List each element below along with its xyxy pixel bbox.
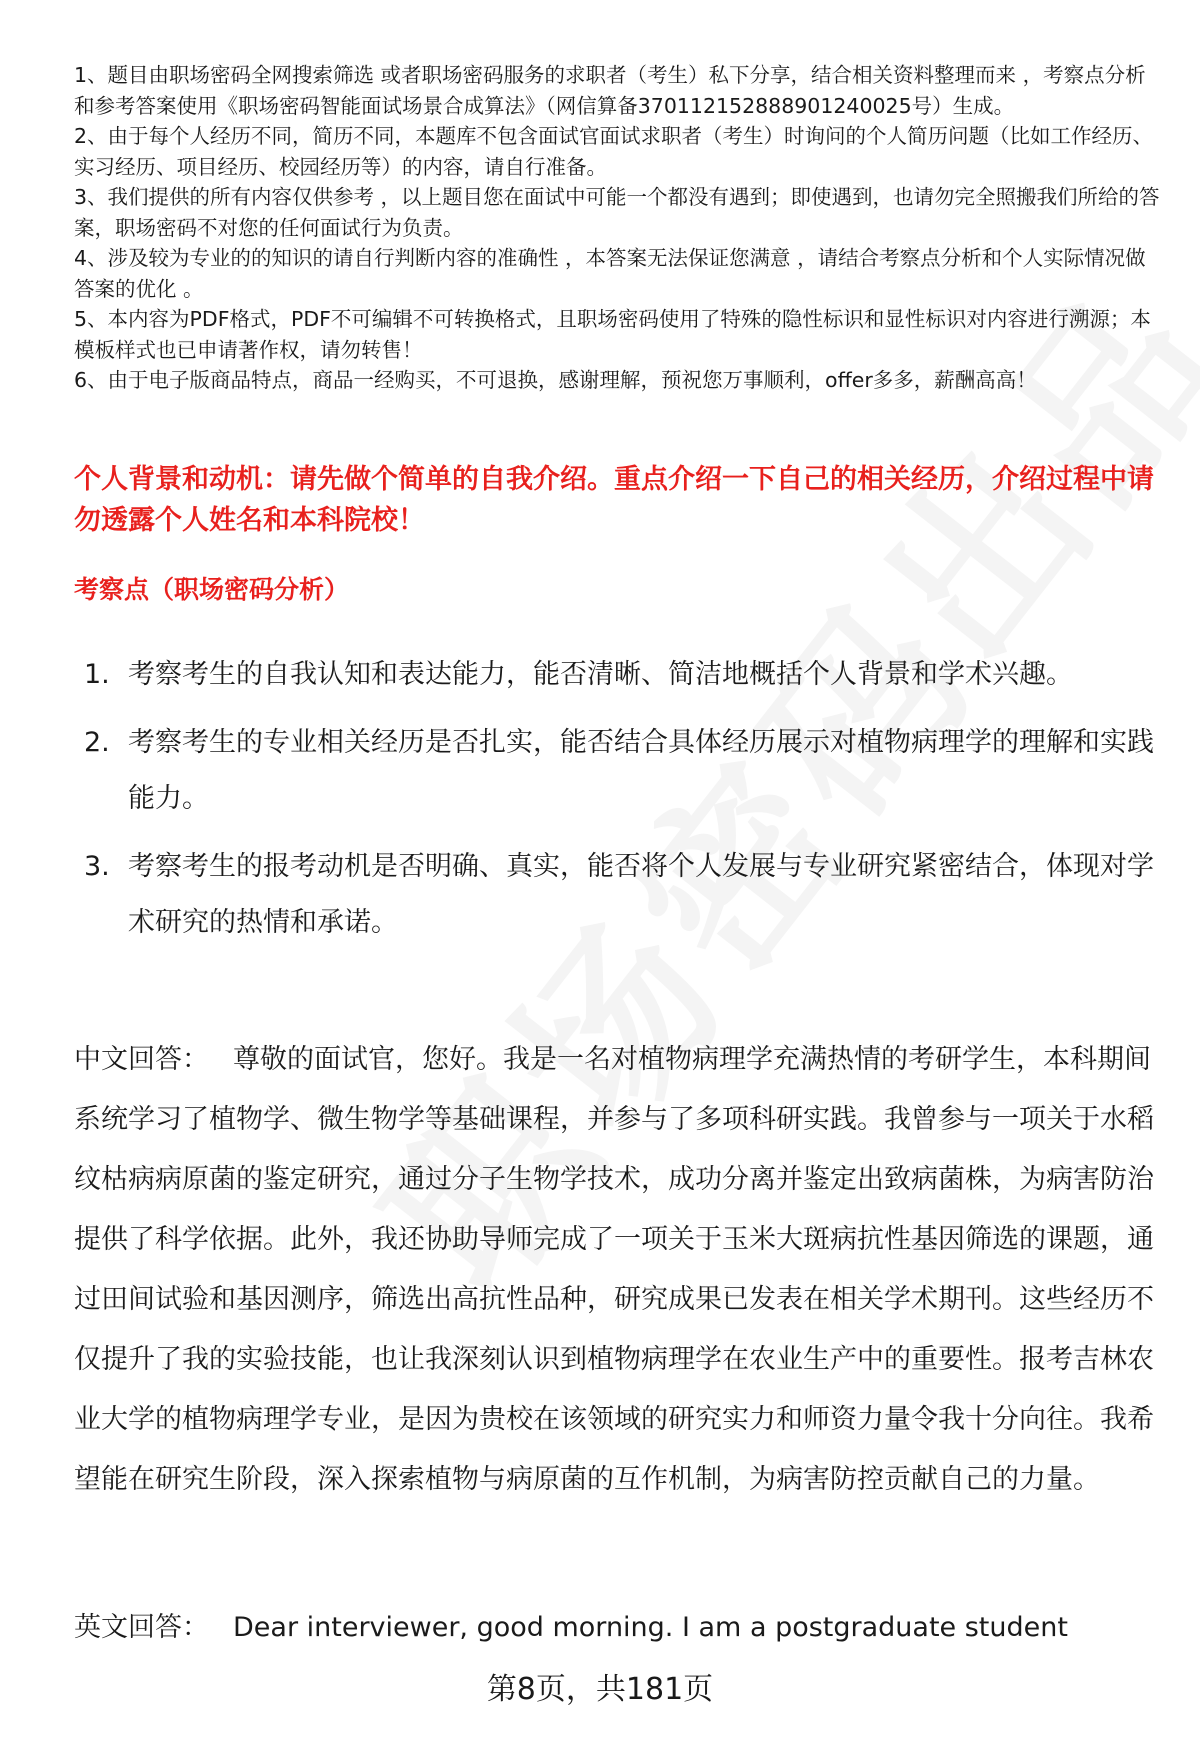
point-text: 考察考生的报考动机是否明确、真实，能否将个人发展与专业研究紧密结合，体现对学术研究的热情和承诺。	[128, 851, 1154, 938]
note-item: 5、本内容为PDF格式，PDF不可编辑不可转换格式，且职场密码使用了特殊的隐性标识和显性标识对内容进行溯源；本模板样式也已申请著作权，请勿转售！	[74, 307, 1151, 362]
assessment-points	[84, 647, 1160, 963]
english-answer-label: 英文回答：	[74, 1612, 209, 1643]
point-text: 考察考生的专业相关经历是否扎实，能否结合具体经历展示对植物病理学的理解和实践能力。	[128, 727, 1154, 814]
page-number: 第8页，共181页	[486, 1672, 714, 1707]
point-number: 3.	[84, 851, 110, 882]
note-item: 6、由于电子版商品特点，商品一经购买，不可退换，感谢理解，预祝您万事顺利，offer多多，薪酬高高！	[74, 368, 1037, 392]
note-item: 1、题目由职场密码全网搜索筛选 或者职场密码服务的求职者（考生）私下分享，结合相关资料整理而来 ，考察点分析和参考答案使用《职场密码智能面试场景合成算法》（网信算备370112152888901240025号）生成。	[74, 63, 1146, 118]
assessment-section-title: 考察点（职场密码分析）	[74, 575, 350, 604]
note-item: 2、由于每个人经历不同，简历不同，本题库不包含面试官面试求职者（考生）时询问的个人简历问题（比如工作经历、实习经历、项目经历、校园经历等）的内容，请自行准备。	[74, 124, 1154, 179]
point-text: 考察考生的自我认知和表达能力，能否清晰、简洁地概括个人背景和学术兴趣。	[128, 659, 1073, 690]
chinese-answer-label: 中文回答：	[74, 1044, 209, 1075]
point-number: 1.	[84, 659, 110, 690]
english-answer	[74, 1598, 1160, 1658]
assessment-point	[84, 715, 1160, 827]
point-number: 2.	[84, 727, 110, 758]
note-item: 4、涉及较为专业的的知识的请自行判断内容的准确性 ，本答案无法保证您满意 ，请结合考察点分析和个人实际情况做答案的优化 。	[74, 246, 1146, 301]
assessment-point	[84, 647, 1160, 703]
note-item: 3、我们提供的所有内容仅供参考 ，以上题目您在面试中可能一个都没有遇到；即使遇到，也请勿完全照搬我们所给的答案，职场密码不对您的任何面试行为负责。	[74, 185, 1160, 240]
interview-question: 个人背景和动机：请先做个简单的自我介绍。重点介绍一下自己的相关经历，介绍过程中请勿透露个人姓名和本科院校！	[74, 464, 1154, 536]
chinese-answer	[74, 1030, 1160, 1510]
chinese-answer-text: 尊敬的面试官，您好。我是一名对植物病理学充满热情的考研学生，本科期间系统学习了植物学、微生物学等基础课程，并参与了多项科研实践。我曾参与一项关于水稻纹枯病病原菌的鉴定研究，通过分子生物学技术，成功分离并鉴定出致病菌株，为病害防治提供了科学依据。此外，我还协助导师完成了一项关于玉米大斑病抗性基因筛选的课题，通过田间试验和基因测序，筛选出高抗性品种，研究成果已发表在相关学术期刊。这些经历不仅提升了我的实验技能，也让我深刻认识到植物病理学在农业生产中的重要性。报考吉林农业大学的植物病理学专业，是因为贵校在该领域的研究实力和师资力量令我十分向往。我希望能在研究生阶段，深入探索植物与病原菌的互作机制，为病害防控贡献自己的力量。	[74, 1044, 1154, 1495]
disclaimer-notes	[74, 60, 1160, 396]
english-answer-text: Dear interviewer, good morning. I am a postgraduate student	[233, 1612, 1068, 1643]
assessment-point	[84, 839, 1160, 951]
